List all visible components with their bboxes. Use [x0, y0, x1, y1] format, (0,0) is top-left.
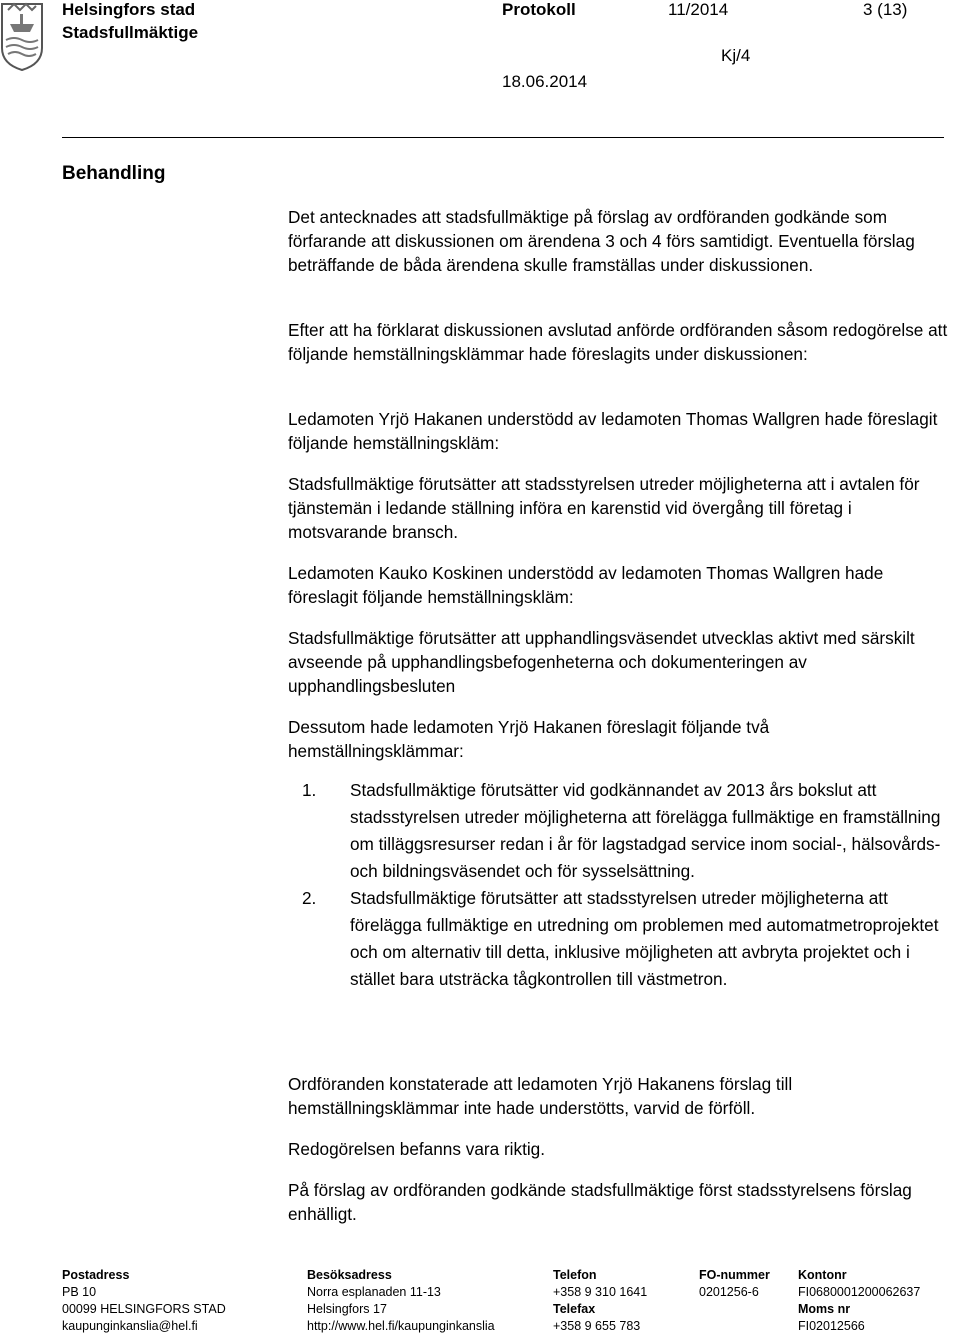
header-doc-type: Protokoll	[502, 0, 576, 19]
paragraph: Redogörelsen befanns vara riktig.	[288, 1139, 546, 1159]
list-item-number: 2.	[302, 888, 317, 908]
header-org: Helsingfors stad	[62, 0, 196, 19]
paragraph: Ledamoten Yrjö Hakanen understödd av ledamoten Thomas Wallgren hade föreslagit följande hemställningskläm:	[288, 409, 938, 453]
paragraph: Efter att ha förklarat diskussionen avslutad anförde ordföranden såsom redogörelse att följande hemställningsklämmar hade föreslagits under diskussionen:	[288, 320, 948, 364]
footer-account: Kontonr FI0680001200062637 Moms nr FI02012566	[798, 1268, 921, 1333]
section-heading: Behandling	[62, 163, 166, 184]
header-section: Kj/4	[721, 46, 751, 65]
footer-phone: Telefon +358 9 310 1641 Telefax +358 9 655 783	[553, 1268, 648, 1333]
paragraph: Stadsfullmäktige förutsätter att stadsstyrelsen utreder möjligheterna att i avtalen för tjänstemän i ledande ställning införa en karenstid vid övergång till företag i motsvarande bransch.	[288, 474, 920, 542]
list-item	[288, 885, 948, 993]
paragraph: På förslag av ordföranden godkände stadsfullmäktige först stadsstyrelsens förslag enhälligt.	[288, 1180, 912, 1224]
header-date: 18.06.2014	[502, 72, 588, 91]
header-number: 11/2014	[668, 0, 729, 19]
header-page: 3 (13)	[863, 0, 908, 19]
helsinki-coat-of-arms-logo	[0, 0, 44, 72]
footer-website-link[interactable]: http://www.hel.fi/kaupunginkanslia	[307, 1319, 495, 1333]
footer-visiting-address: Besöksadress Norra esplanaden 11-13 Helsingfors 17 http://www.hel.fi/kaupunginkanslia	[307, 1268, 495, 1333]
paragraph: Stadsfullmäktige förutsätter att upphandlingsväsendet utvecklas aktivt med särskilt avseende på upphandlingsbefogenheterna och dokumenteringen av upphandlingsbesluten	[288, 628, 915, 696]
list-item-text: Stadsfullmäktige förutsätter vid godkännandet av 2013 års bokslut att stadsstyrelsen utreder möjligheterna att förelägga fullmäktige en framställning om tilläggsresurser redan i år för lagstadgad service inom social-, hälsovårds- och bildningsväsendet och för sysselsättning.	[350, 780, 941, 881]
footer-email-link[interactable]: kaupunginkanslia@hel.fi	[62, 1319, 198, 1333]
list-item-text: Stadsfullmäktige förutsätter att stadsstyrelsen utreder möjligheterna att förelägga fullmäktige en utredning om problemen med automatmetroprojektet och om alternativ till detta, inklusive möjligheten att avbryta projektet och i stället bara utsträcka tågkontrollen till västmetron.	[350, 888, 939, 989]
header-divider	[62, 137, 944, 138]
paragraph: Ledamoten Kauko Koskinen understödd av ledamoten Thomas Wallgren hade föreslagit följande hemställningskläm:	[288, 563, 884, 607]
header-body: Stadsfullmäktige	[62, 23, 199, 42]
paragraph: Dessutom hade ledamoten Yrjö Hakanen föreslagit följande två hemställningsklämmar:	[288, 717, 770, 761]
footer-postal-address: Postadress PB 10 00099 HELSINGFORS STAD kaupunginkanslia@hel.fi	[62, 1268, 226, 1333]
paragraph: Ordföranden konstaterade att ledamoten Yrjö Hakanens förslag till hemställningsklämmar inte hade understötts, varvid de förföll.	[288, 1074, 793, 1118]
paragraph: Det antecknades att stadsfullmäktige på förslag av ordföranden godkände som förfarande att diskussionen om ärendena 3 och 4 förs samtidigt. Eventuella förslag beträffande de båda ärendena skulle framställas under diskussionen.	[288, 207, 915, 275]
list-item-number: 1.	[302, 780, 317, 800]
list-item	[288, 777, 948, 885]
numbered-list	[288, 777, 948, 993]
footer-business-id: FO-nummer 0201256-6	[699, 1268, 770, 1299]
